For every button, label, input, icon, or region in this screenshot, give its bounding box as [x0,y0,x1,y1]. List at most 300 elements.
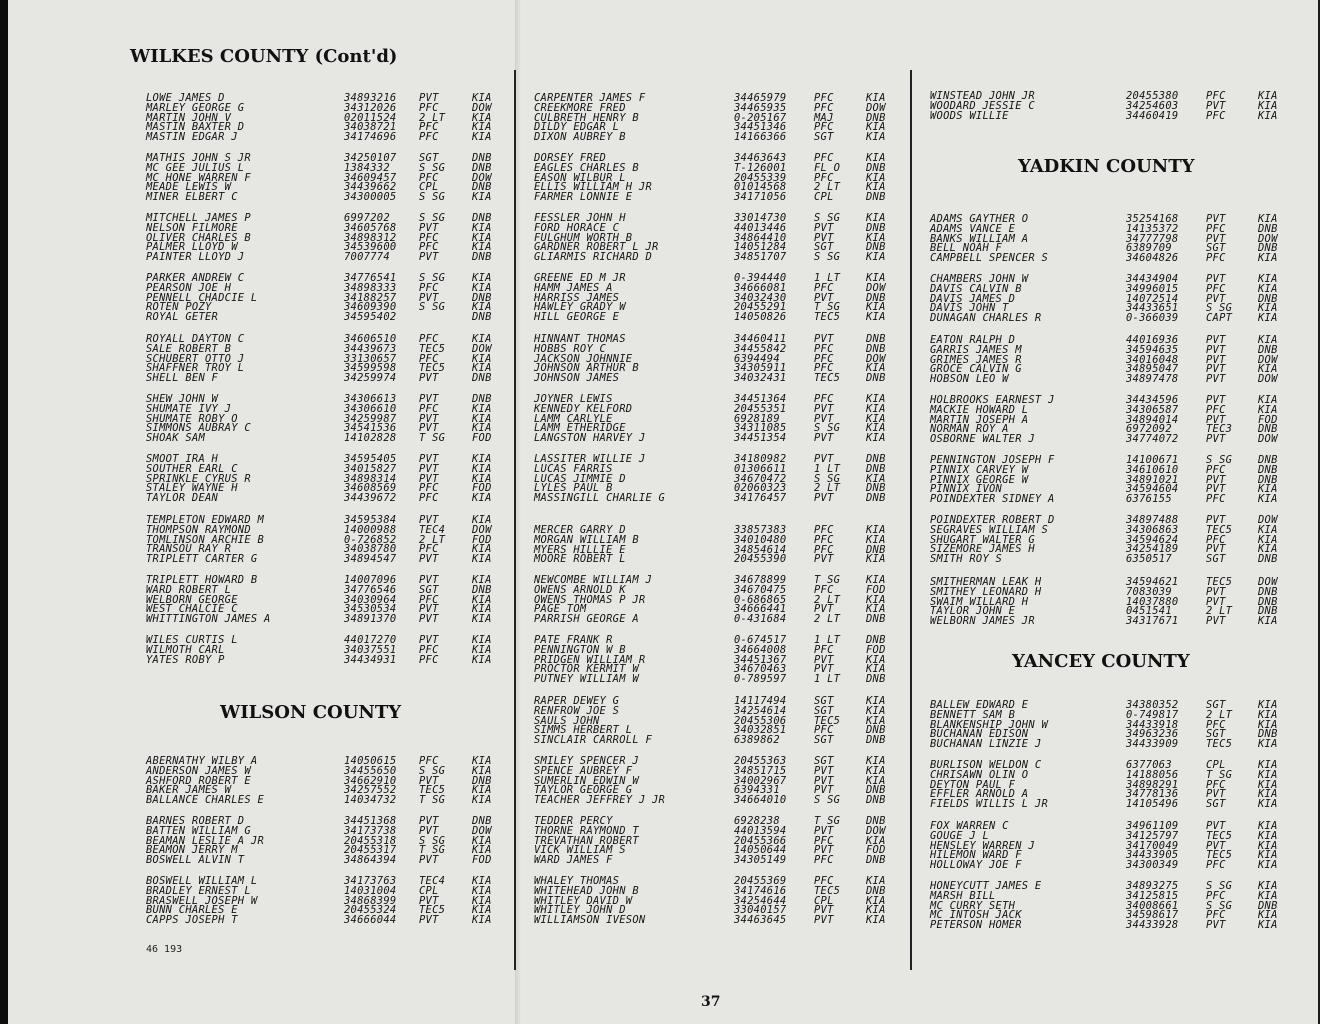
record-rank: PVT [419,453,439,465]
record-name: TRIPLETT CARTER G [146,553,258,566]
record-name: BOSWELL WILLIAM L [146,875,258,887]
record-serial: 34250107 [344,152,397,164]
record-rank: SGT [814,734,834,747]
record-status: KIA [1258,543,1278,556]
record-serial: 02011524 [344,111,397,124]
record-status: DNB [866,613,886,626]
record-serial: 34171056 [734,191,787,204]
record-serial: 33130657 [344,352,397,365]
record-status: KIA [472,894,492,907]
record-name: SIMMONS AUBRAY C [146,422,251,435]
record-serial: 33014730 [734,212,787,224]
record-name: JACKSON JOHNNIE [534,352,633,365]
record-group [526,94,906,143]
record-rank: PVT [814,231,834,244]
record-rank: 2 LT [814,613,841,626]
record-name: SIZEMORE JAMES H [930,543,1035,556]
record-serial: 14051284 [734,241,787,254]
record-serial: 34894014 [1126,413,1179,426]
record-status: DNB [1258,899,1278,912]
record-name: MC INTOSH JACK [930,909,1022,922]
record-status: KIA [472,653,492,666]
record-rank: PFC [814,352,834,365]
record-status: DNB [472,152,492,164]
record-status: KIA [472,492,492,505]
record-serial: 34300005 [344,191,397,204]
record-row [138,434,508,444]
record-name: CAMPBELL SPENCER S [930,252,1049,265]
column-rule-right [910,70,912,970]
record-rank: PVT [419,251,439,264]
record-status: DNB [472,774,492,787]
record-rank: TEC5 [814,372,841,385]
record-rank: PVT [419,462,439,475]
record-name: BANKS WILLIAM A [930,232,1029,245]
record-rank: PVT [1206,292,1226,305]
record-status: KIA [866,301,886,314]
record-serial: 6394331 [734,784,780,797]
record-serial: 01306611 [734,462,787,475]
record-status: KIA [1258,798,1278,811]
record-name: BRASWELL JOSEPH W [146,894,258,907]
record-status: KIA [472,362,492,375]
record-serial: 44013446 [734,221,787,234]
record-status: KIA [866,533,886,546]
record-rank: PFC [419,352,439,365]
record-name: SIMMS HERBERT L [534,724,633,737]
record-name: KENNEDY KELFORD [534,402,633,415]
record-status: KIA [472,412,492,425]
record-serial: 14050644 [734,844,787,857]
record-serial: 34897478 [1126,373,1179,386]
record-name: OWENS ARNOLD K [534,583,626,596]
record-status: KIA [1258,533,1278,546]
record-name: VICK WILLIAM S [534,844,626,857]
record-status: KIA [866,714,886,727]
record-serial: 34894547 [344,553,397,566]
record-serial: 20455380 [1126,90,1179,102]
record-rank: PVT [1206,839,1226,852]
record-status: KIA [866,272,886,284]
record-name: LAMM ETHERIDGE [534,422,626,435]
record-status: DNB [866,333,886,345]
record-row [138,253,508,263]
record-rank: T SG [814,301,841,314]
record-group [138,94,508,143]
record-status: KIA [472,301,492,314]
record-row [526,434,906,444]
page-number: 37 [701,994,721,1010]
record-serial: 34897488 [1126,514,1179,526]
record-name: MOORE ROBERT L [534,553,626,566]
record-serial: 33857383 [734,524,787,536]
record-status: KIA [472,352,492,365]
record-row [138,856,508,866]
record-status: KIA [866,904,886,917]
record-name: BEAMAN LESLIE A JR [146,834,265,847]
record-rank: PFC [814,281,834,294]
record-status: DOW [472,342,492,355]
record-status: KIA [866,231,886,244]
record-status: DNB [866,673,886,686]
record-serial: 34594621 [1126,576,1179,588]
record-serial: 6997202 [344,212,390,224]
record-rank: 1 LT [814,673,841,686]
record-rank: PFC [814,543,834,556]
record-status: KIA [1258,493,1278,506]
record-row [924,921,1304,931]
record-rank: T SG [419,844,446,857]
record-name: ELLIS WILLIAM H JR [534,181,653,194]
record-name: MITCHELL JAMES P [146,212,251,224]
yancey-county-heading: YANCEY COUNTY [1012,651,1190,672]
record-status: DNB [1258,292,1278,305]
record-serial: 34868399 [344,894,397,907]
record-name: ADAMS VANCE E [930,222,1016,235]
record-serial: 34317671 [1126,615,1179,628]
record-serial: 14072514 [1126,292,1179,305]
record-serial: 34015827 [344,462,397,475]
record-status: KIA [866,704,886,717]
record-status: KIA [472,755,492,767]
record-serial: 20455351 [734,402,787,415]
record-serial: 34038721 [344,121,397,134]
record-status: KIA [472,844,492,857]
record-serial: 34662910 [344,774,397,787]
record-status: KIA [472,333,492,345]
record-rank: PFC [1206,533,1226,546]
record-status: DNB [472,311,492,324]
record-status: KIA [1258,759,1278,771]
record-serial: 6389862 [734,734,780,747]
record-name: FARMER LONNIE E [534,191,633,204]
record-name: FULGHUM WORTH B [534,231,633,244]
record-rank: PFC [419,402,439,415]
record-status: KIA [1258,302,1278,315]
record-serial: 34963236 [1126,728,1179,741]
record-name: CULBRETH HENRY B [534,111,639,124]
record-rank: PVT [419,514,439,526]
record-name: SUMERLIN EDWIN W [534,774,639,787]
record-rank: SGT [419,152,439,164]
record-rank: TEC5 [419,784,446,797]
record-name: HOLLOWAY JOE F [930,859,1022,872]
record-status: KIA [866,524,886,536]
record-status: KIA [472,643,492,656]
record-row [924,740,1304,750]
record-name: GREENE ED M JR [534,272,626,284]
record-status: KIA [866,553,886,566]
record-rank: TEC5 [814,311,841,324]
record-group [526,636,906,685]
record-rank: TEC5 [1206,738,1233,751]
record-status: DNB [1258,343,1278,356]
record-rank: PFC [814,92,834,104]
record-name: SHELL BEN F [146,372,219,385]
record-serial: 6928189 [734,412,780,425]
record-serial: 01014568 [734,181,787,194]
record-status: KIA [866,834,886,847]
record-serial: 34778136 [1126,788,1179,801]
record-rank: PVT [419,634,439,646]
record-status: DNB [472,583,492,596]
record-row [526,193,906,203]
record-name: SHEW JOHN W [146,393,219,405]
record-rank: SGT [1206,728,1226,741]
record-status: DNB [472,181,492,194]
record-rank: PFC [419,543,439,556]
record-name: PENNELL CHADCIE L [146,291,258,304]
record-rank: SGT [1206,699,1226,711]
record-group [138,274,508,323]
record-serial: 34610610 [1126,463,1179,476]
record-name: SPRINKLE CYRUS R [146,472,251,485]
record-rank: FL O [814,161,841,174]
record-status: DNB [866,241,886,254]
record-rank: S SG [1206,302,1233,315]
record-name: TEACHER JEFFREY J JR [534,794,666,807]
record-status: KIA [472,904,492,917]
record-status: KIA [472,111,492,124]
record-serial: 02060323 [734,482,787,495]
record-group [138,214,508,263]
record-name: WARD ROBERT L [146,583,232,596]
record-row [526,555,906,565]
record-serial: 34608569 [344,482,397,495]
record-rank: TEC5 [419,904,446,917]
record-group [924,882,1304,931]
record-name: JOHNSON JAMES [534,372,620,385]
record-name: WOODARD JESSIE C [930,99,1035,112]
record-rank: PVT [419,422,439,435]
record-row [138,555,508,565]
record-status: FOD [472,533,492,546]
record-serial: 34670475 [734,583,787,596]
record-rank: PFC [419,101,439,114]
record-rank: PVT [814,824,834,837]
record-serial: 34038780 [344,543,397,556]
record-rank: SGT [1206,798,1226,811]
record-name: SMITHERMAN LEAK H [930,576,1042,588]
record-status: KIA [472,543,492,556]
record-group [138,817,508,866]
record-rank: TEC5 [419,342,446,355]
record-rank: PFC [419,281,439,294]
record-name: JOHNSON ARTHUR B [534,362,639,375]
record-name: SMILEY SPENCER J [534,755,639,767]
record-row [138,916,508,926]
record-status: KIA [472,453,492,465]
record-status: DNB [472,815,492,827]
record-serial: 14166366 [734,131,787,144]
record-rank: PVT [814,221,834,234]
record-status: DNB [1258,454,1278,466]
record-rank: PVT [1206,213,1226,225]
record-rank: PVT [1206,615,1226,628]
record-name: PINNIX IVON [930,483,1003,496]
record-status: DNB [472,393,492,405]
record-status: KIA [472,794,492,807]
record-serial: 34893216 [344,92,397,104]
record-rank: CPL [814,191,834,204]
record-serial: 34666044 [344,914,397,927]
record-name: YATES ROBY P [146,653,225,666]
record-status: KIA [472,191,492,204]
record-rank: 2 LT [419,111,446,124]
record-serial: 34434931 [344,653,397,666]
record-serial: 34898291 [1126,778,1179,791]
record-name: PARRISH GEORGE A [534,613,639,626]
record-status: KIA [866,251,886,264]
record-serial: 34599598 [344,362,397,375]
record-serial: 34254614 [734,704,787,717]
record-status: KIA [1258,483,1278,496]
record-serial: 14034732 [344,794,397,807]
record-rank: PVT [1206,394,1226,406]
record-status: KIA [472,422,492,435]
record-serial: 34125815 [1126,889,1179,902]
yadkin-county-heading: YADKIN COUNTY [1018,156,1195,177]
record-name: TRIPLETT HOWARD B [146,574,258,586]
record-name: PINNIX CARVEY W [930,463,1029,476]
record-serial: 14117494 [734,695,787,707]
record-status: FOD [866,643,886,656]
record-name: LANGSTON HARVEY J [534,432,646,445]
record-name: HILEMON WARD F [930,849,1022,862]
record-rank: PVT [1206,919,1226,932]
record-rank: T SG [1206,768,1233,781]
record-group [924,275,1304,324]
record-name: SHAFFNER TROY L [146,362,245,375]
record-rank: TEC5 [1206,523,1233,536]
column-rule-left [514,70,516,970]
record-status: KIA [1258,615,1278,628]
record-serial: 34670472 [734,472,787,485]
record-status: KIA [1258,273,1278,285]
record-status: KIA [472,784,492,797]
record-row [924,495,1304,505]
record-name: BUNN CHARLES E [146,904,238,917]
record-status: DNB [866,884,886,897]
record-serial: 34170049 [1126,839,1179,852]
record-rank: PVT [814,764,834,777]
record-status: KIA [1258,738,1278,751]
record-name: POINDEXTER SIDNEY A [930,493,1055,506]
record-rank: PVT [814,492,834,505]
record-status: DNB [1258,595,1278,608]
record-name: WOODS WILLIE [930,109,1009,122]
record-name: EASON WILBUR L [534,171,626,184]
record-name: BALLANCE CHARLES E [146,794,265,807]
record-status: DOW [472,824,492,837]
record-rank: PVT [419,221,439,234]
record-name: OSBORNE WALTER J [930,433,1035,446]
record-name: WELBORN GEORGE [146,593,238,606]
record-status: KIA [472,593,492,606]
record-name: BATTEN WILLIAM G [146,824,251,837]
record-name: ADAMS GAYTHER O [930,213,1029,225]
record-status: DOW [1258,576,1278,588]
record-serial: 34306613 [344,393,397,405]
record-status: KIA [866,574,886,586]
record-name: LUCAS FARRIS [534,462,613,475]
record-status: KIA [1258,859,1278,872]
record-serial: 0-749817 [1126,708,1179,721]
record-name: WILES CURTIS L [146,634,238,646]
record-name: HOBBS ROY C [534,342,607,355]
record-serial: 34609457 [344,171,397,184]
record-name: PUTNEY WILLIAM W [534,673,639,686]
record-group [924,336,1304,385]
record-serial: 34851715 [734,764,787,777]
record-status: DOW [1258,373,1278,386]
record-group [526,214,906,263]
record-rank: PVT [419,574,439,586]
record-status: DNB [866,734,886,747]
record-rank: PFC [814,171,834,184]
record-status: KIA [472,613,492,626]
record-serial: 34030964 [344,593,397,606]
record-status: KIA [1258,718,1278,731]
record-row [526,253,906,263]
record-name: WARD JAMES F [534,854,613,867]
record-rank: 2 LT [419,533,446,546]
record-status: DNB [866,482,886,495]
record-name: MERCER GARRY D [534,524,626,536]
record-serial: 34439672 [344,492,397,505]
record-serial: 34010480 [734,533,787,546]
record-status: KIA [472,914,492,927]
record-status: FOD [472,432,492,445]
record-rank: PFC [814,643,834,656]
record-serial: 34433651 [1126,302,1179,315]
record-serial: 34664008 [734,643,787,656]
record-rank: PFC [814,121,834,134]
record-name: WHITLEY JOHN D [534,904,626,917]
record-serial: 34257552 [344,784,397,797]
record-group [924,516,1304,565]
record-name: BLANKENSHIP JOHN W [930,718,1049,731]
record-row [138,374,508,384]
record-serial: 34670463 [734,663,787,676]
record-rank: PVT [814,663,834,676]
record-rank: TEC5 [814,884,841,897]
record-serial: 34451346 [734,121,787,134]
record-rank: PVT [1206,373,1226,386]
record-serial: 20455317 [344,844,397,857]
record-name: GLIARMIS RICHARD D [534,251,653,264]
record-serial: 34180982 [734,453,787,465]
record-serial: 6928238 [734,815,780,827]
record-rank: PFC [419,241,439,254]
record-status: KIA [472,402,492,415]
record-serial: 34451368 [344,815,397,827]
record-rank: S SG [419,191,446,204]
record-serial: 14050826 [734,311,787,324]
record-serial: 34032851 [734,724,787,737]
record-row [138,615,508,625]
record-rank: PFC [419,492,439,505]
record-serial: 34530534 [344,603,397,616]
record-rank: PFC [1206,889,1226,902]
record-name: MC HONE WARREN F [146,171,251,184]
record-rank: PVT [419,603,439,616]
record-status: DNB [866,724,886,737]
record-serial: 20455318 [344,834,397,847]
record-name: STALEY WAYNE H [146,482,238,495]
record-rank: PVT [1206,413,1226,426]
record-name: ABERNATHY WILBY A [146,755,258,767]
